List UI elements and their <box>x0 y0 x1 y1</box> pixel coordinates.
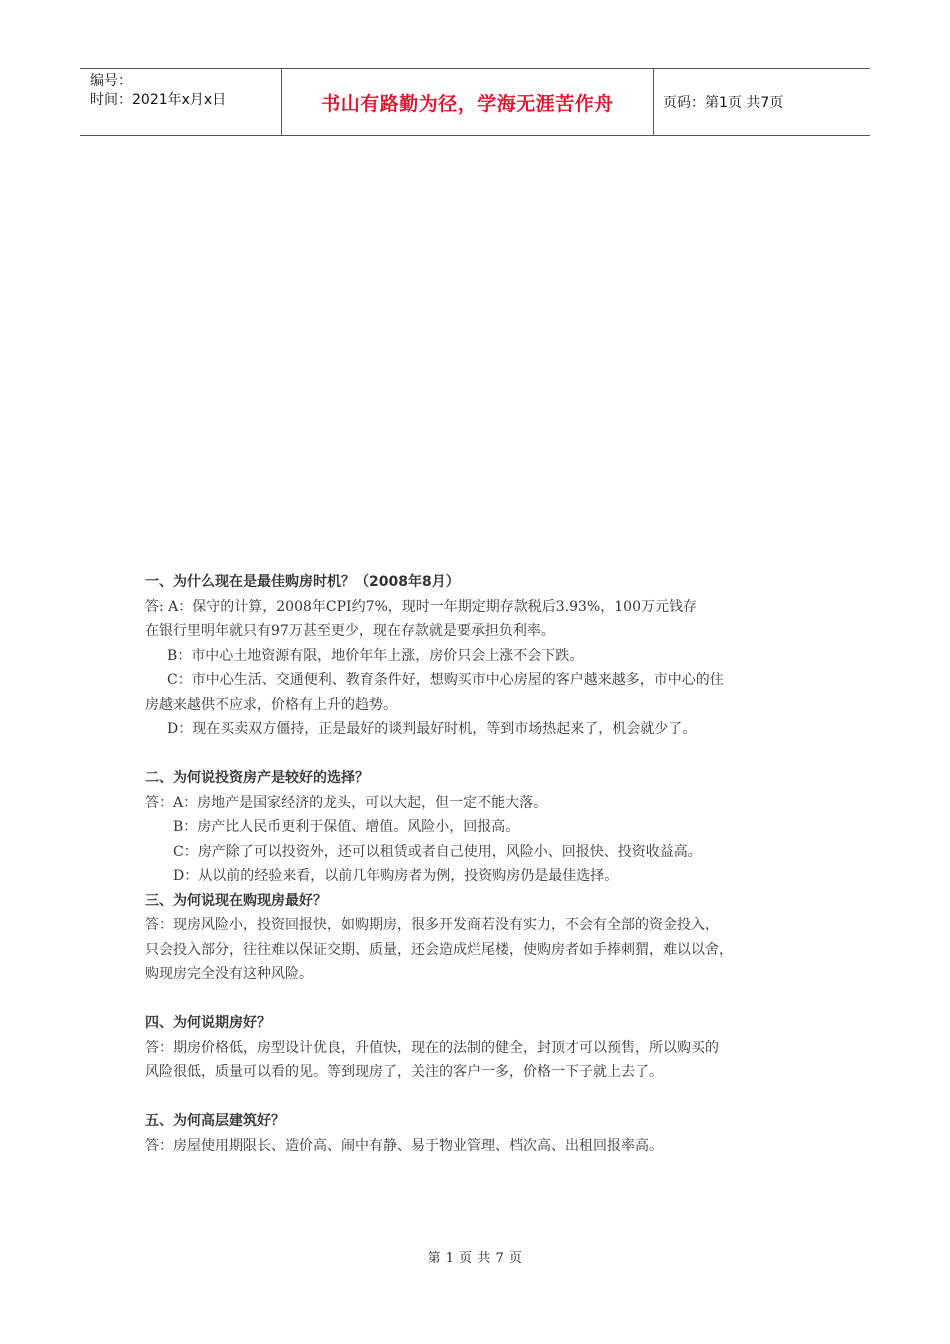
section-2-answer-d: D：从以前的经验来看，以前几年购房者为例，投资购房仍是最佳选择。 <box>173 868 619 884</box>
section-3-answer-line-2: 只会投入部分，往往难以保证交期、质量，还会造成烂尾楼，使购房者如手捧刺猬，难以以舍， <box>145 941 733 958</box>
section-2-answer-a: 答：A：房地产是国家经济的龙头，可以大起，但一定不能大落。 <box>145 794 548 811</box>
spacer <box>145 987 810 1012</box>
document-body <box>145 570 810 1158</box>
section-4-answer-line-1: 答：期房价格低，房型设计优良，升值快，现在的法制的健全，封顶才可以预售，所以购买的 <box>145 1039 719 1056</box>
section-1-answer-d: D：现在买卖双方僵持，正是最好的谈判最好时机，等到市场热起来了，机会就少了。 <box>167 721 697 737</box>
section-4-title: 四、为何说期房好？ <box>145 1015 271 1031</box>
number-label: 编号： <box>90 73 132 89</box>
time-label: 时间：2021年x月x日 <box>90 92 227 108</box>
section-1-title: 一、为什么现在是最佳购房时机？（2008年8月） <box>145 574 460 590</box>
section-1-answer-c: C：市中心生活、交通便利、教育条件好，想购买市中心房屋的客户越来越多，市中心的住 <box>167 672 724 688</box>
section-1-answer-a-cont: 在银行里明年就只有97万甚至更少，现在存款就是要承担负利率。 <box>145 623 555 639</box>
header-meta <box>80 69 282 135</box>
section-1-answer-b: B：市中心土地资源有限，地价年年上涨，房价只会上涨不会下跌。 <box>167 647 584 664</box>
section-3-title: 三、为何说现在购现房最好？ <box>145 892 327 909</box>
section-2-title: 二、为何说投资房产是较好的选择？ <box>145 770 369 786</box>
page-header <box>80 68 870 136</box>
section-4-answer-line-2: 风险很低，质量可以看的见。等到现房了，关注的客户一多，价格一下子就上去了。 <box>145 1064 663 1080</box>
section-2-answer-b: B：房产比人民币更利于保值、增值。风险小，回报高。 <box>173 819 520 835</box>
section-5-answer: 答：房屋使用期限长、造价高、闹中有静、易于物业管理、档次高、出租回报率高。 <box>145 1137 663 1154</box>
section-3-answer-line-3: 购现房完全没有这种风险。 <box>145 966 313 982</box>
page-footer: 第 1 页 共 7 页 <box>427 1251 523 1266</box>
section-2-answer-c: C：房产除了可以投资外，还可以租赁或者自己使用，风险小、回报快、投资收益高。 <box>173 843 702 860</box>
section-1-answer-c-cont: 房越来越供不应求，价格有上升的趋势。 <box>145 696 397 713</box>
spacer <box>145 1085 810 1110</box>
section-5-title: 五、为何高层建筑好？ <box>145 1113 285 1129</box>
header-motto: 书山有路勤为径，学海无涯苦作舟 <box>282 69 654 135</box>
spacer <box>145 742 810 767</box>
header-page-info: 页码：第1页 共7页 <box>663 95 784 111</box>
section-1-answer-a: 答: A：保守的计算，2008年CPI约7%，现时一年期定期存款税后3.93%，100万元钱存 <box>145 598 697 615</box>
section-3-answer-line-1: 答：现房风险小，投资回报快，如购期房，很多开发商若没有实力，不会有全部的资金投入， <box>145 917 719 933</box>
